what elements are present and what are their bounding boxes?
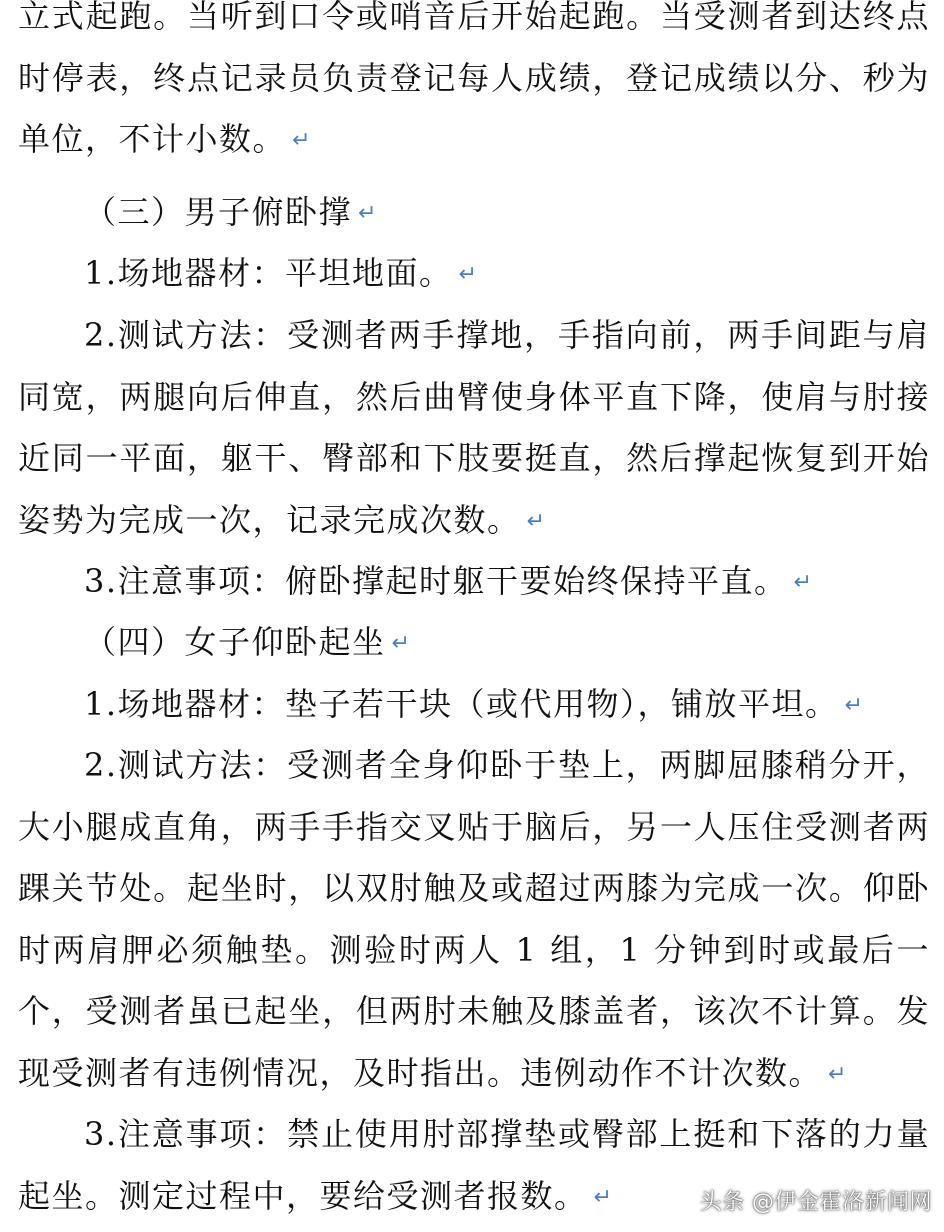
return-arrow-icon: ↵: [391, 631, 410, 656]
paragraph-text: 1.场地器材：垫子若干块（或代用物），铺放平坦。: [84, 685, 839, 723]
paragraph-text: 立式起跑。当听到口令或哨音后开始起跑。当受测者到达终点时停表，终点记录员负责登记每人成绩，登记成绩以分、秒为单位，不计小数。: [18, 0, 930, 159]
return-arrow-icon: ↵: [828, 1061, 847, 1087]
return-arrow-icon: ↵: [793, 570, 812, 595]
return-arrow-icon: ↵: [358, 201, 377, 226]
paragraph-text: 2.测试方法：受测者全身仰卧于垫上，两脚屈膝稍分开，大小腿成直角，两手手指交叉贴于脑后，另一人压住受测者两踝关节处。起坐时，以双肘触及或超过两膝为完成一次。仰卧时两肩胛必须触垫。测验时两人 1 组，1 分钟到时或最后一个，受测者虽已起坐，但两肘未触及膝盖者，该次不计算。发现受测者有违例情况，及时指出。违例动作不计次数。: [18, 746, 930, 1092]
paragraph-text: 3.注意事项：俯卧撑起时躯干要始终保持平直。: [84, 562, 788, 600]
return-arrow-icon: ↵: [844, 693, 863, 718]
return-arrow-icon: ↵: [458, 262, 477, 287]
paragraph-running-start: [18, 0, 930, 172]
paragraph-text: 1.场地器材：平坦地面。: [84, 254, 453, 292]
paragraph-push-ups-method: [18, 305, 930, 552]
return-arrow-icon: ↵: [593, 1184, 612, 1210]
source-watermark: 头条 @伊金霍洛新闻网: [699, 1190, 932, 1215]
heading-text: （四）女子仰卧起坐: [84, 623, 386, 661]
paragraph-push-ups-notes: [18, 551, 930, 614]
return-arrow-icon: ↵: [292, 128, 311, 154]
return-arrow-icon: ↵: [526, 508, 545, 534]
heading-sit-ups: [18, 612, 930, 675]
paragraph-sit-ups-equipment: [18, 674, 930, 737]
paragraph-sit-ups-method: [18, 735, 930, 1106]
heading-push-ups: [18, 182, 930, 245]
heading-text: （三）男子俯卧撑: [84, 193, 353, 231]
paragraph-push-ups-equipment: [18, 243, 930, 306]
paragraph-text: 2.测试方法：受测者两手撑地，手指向前，两手间距与肩同宽，两腿向后伸直，然后曲臂使身体平直下降，使肩与肘接近同一平面，躯干、臀部和下肢要挺直，然后撑起恢复到开始姿势为完成一次，记录完成次数。: [18, 316, 930, 539]
paragraph-text: 3.注意事项：禁止使用肘部撑垫或臀部上挺和下落的力量起坐。测定过程中，要给受测者报数。: [18, 1115, 930, 1215]
